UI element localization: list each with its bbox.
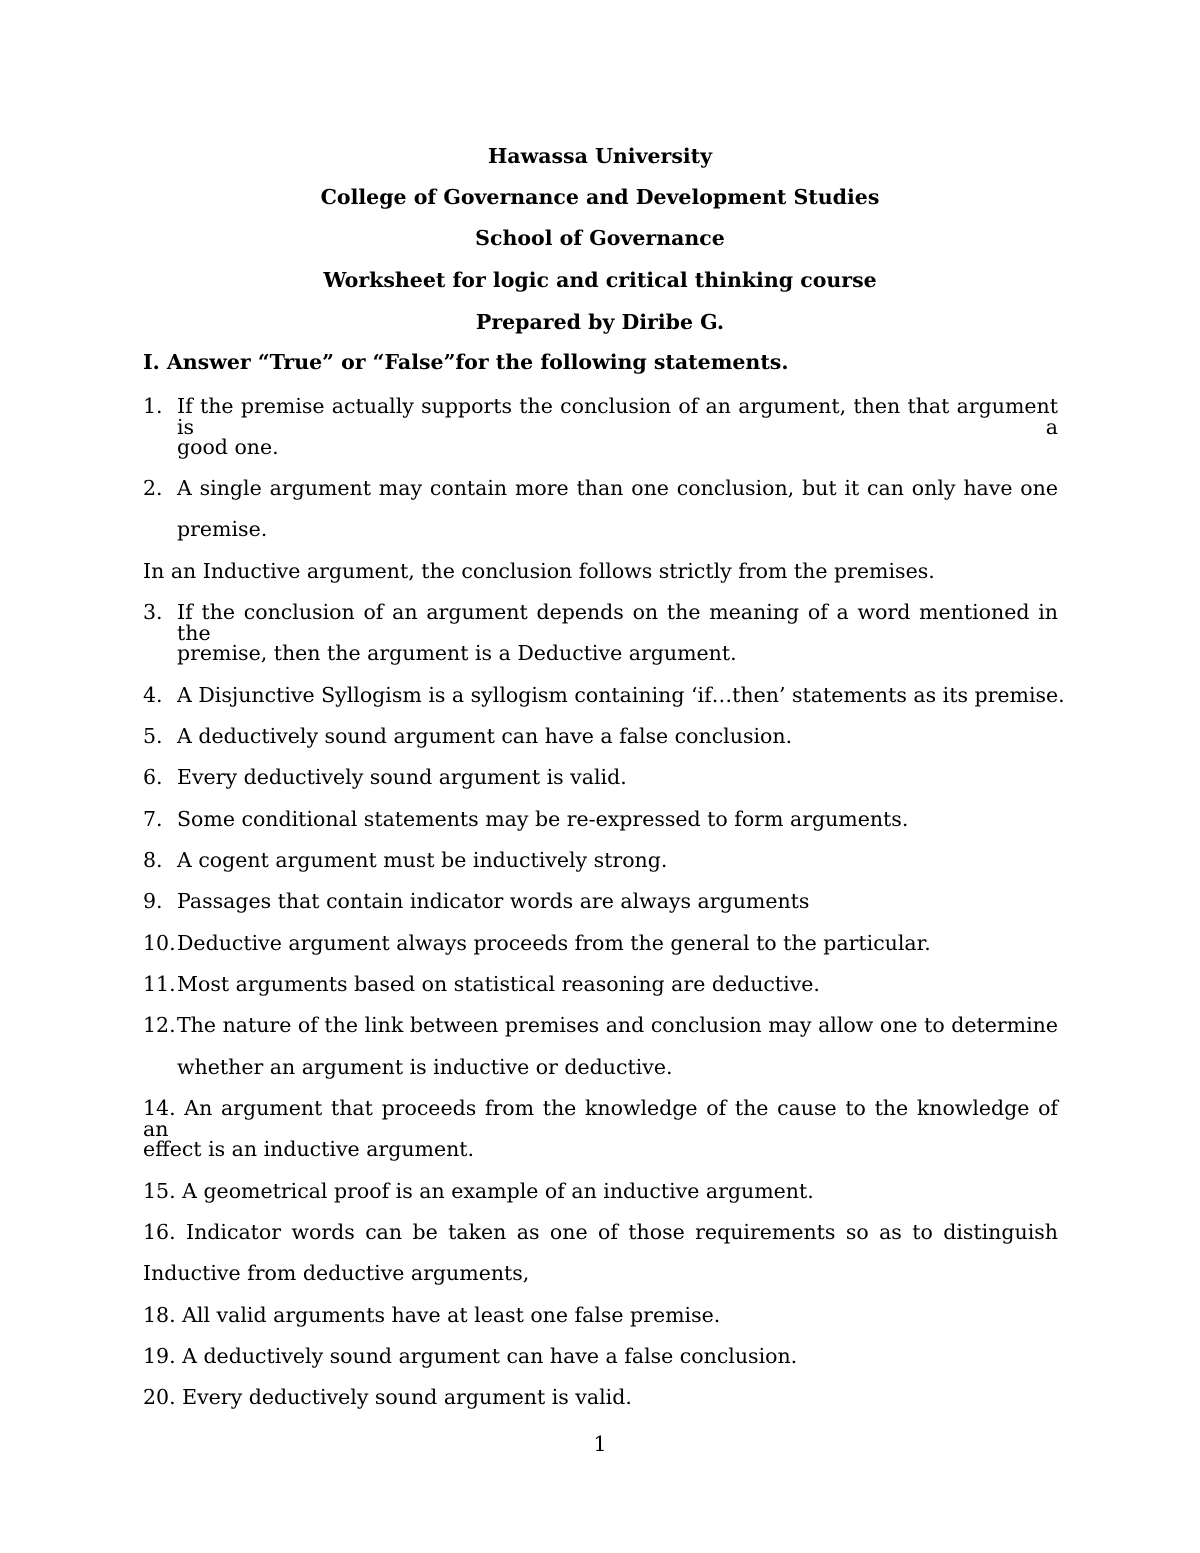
- item-text: A deductively sound argument can have a false conclusion.: [177, 724, 793, 748]
- item-text: 16. Indicator words can be taken as one of those requirements so as to distinguish: [143, 1220, 1058, 1244]
- item-text: Every deductively sound argument is valid.: [177, 765, 627, 789]
- page-number: 1: [593, 1432, 607, 1456]
- item-number: 11.: [143, 972, 176, 996]
- item-text: Some conditional statements may be re-expressed to form arguments.: [177, 807, 909, 831]
- item-text-continued: Inductive from deductive arguments,: [143, 1261, 530, 1285]
- item-number: 3.: [143, 600, 163, 624]
- item-text: If the premise actually supports the conclusion of an argument, then that argument is a: [177, 394, 1058, 439]
- item-number: 7.: [143, 807, 163, 831]
- list-item-unnumbered: In an Inductive argument, the conclusion follows strictly from the premises.: [143, 559, 935, 583]
- item-number: 12.: [143, 1013, 176, 1037]
- list-item: 15. A geometrical proof is an example of an inductive argument.: [143, 1179, 814, 1203]
- school-name: School of Governance: [475, 226, 725, 250]
- item-number: 5.: [143, 724, 163, 748]
- item-text-continued: effect is an inductive argument.: [143, 1137, 475, 1161]
- list-item: 20. Every deductively sound argument is valid.: [143, 1385, 632, 1409]
- worksheet-title: Worksheet for logic and critical thinking course: [323, 268, 877, 292]
- section-title: I. Answer “True” or “False”for the following statements.: [143, 350, 789, 374]
- item-text: 14. An argument that proceeds from the knowledge of the cause to the knowledge of an: [143, 1096, 1058, 1141]
- item-text: A Disjunctive Syllogism is a syllogism containing ‘if…then’ statements as its premise.: [177, 683, 1065, 707]
- item-text: A cogent argument must be inductively strong.: [177, 848, 668, 872]
- item-text-continued: premise.: [177, 517, 268, 541]
- item-text: Passages that contain indicator words are always arguments: [177, 889, 810, 913]
- item-number: 1.: [143, 394, 163, 418]
- item-text-continued: premise, then the argument is a Deductive argument.: [177, 641, 737, 665]
- item-text: If the conclusion of an argument depends on the meaning of a word mentioned in the: [177, 600, 1058, 645]
- item-number: 9.: [143, 889, 163, 913]
- item-number: 2.: [143, 476, 163, 500]
- item-number: 8.: [143, 848, 163, 872]
- item-text: The nature of the link between premises and conclusion may allow one to determine: [177, 1013, 1058, 1037]
- item-text: A single argument may contain more than one conclusion, but it can only have one: [177, 476, 1058, 500]
- item-text: Deductive argument always proceeds from the general to the particular.: [177, 931, 931, 955]
- list-item: 19. A deductively sound argument can have a false conclusion.: [143, 1344, 798, 1368]
- item-number: 10.: [143, 931, 176, 955]
- list-item: 18. All valid arguments have at least one false premise.: [143, 1303, 721, 1327]
- university-name: Hawassa University: [487, 144, 713, 168]
- item-text: Most arguments based on statistical reasoning are deductive.: [177, 972, 820, 996]
- item-number: 4.: [143, 683, 163, 707]
- item-text-continued: good one.: [177, 435, 279, 459]
- item-number: 6.: [143, 765, 163, 789]
- item-text-continued: whether an argument is inductive or deductive.: [177, 1055, 673, 1079]
- college-name: College of Governance and Development Studies: [320, 185, 880, 209]
- prepared-by: Prepared by Diribe G.: [475, 310, 725, 334]
